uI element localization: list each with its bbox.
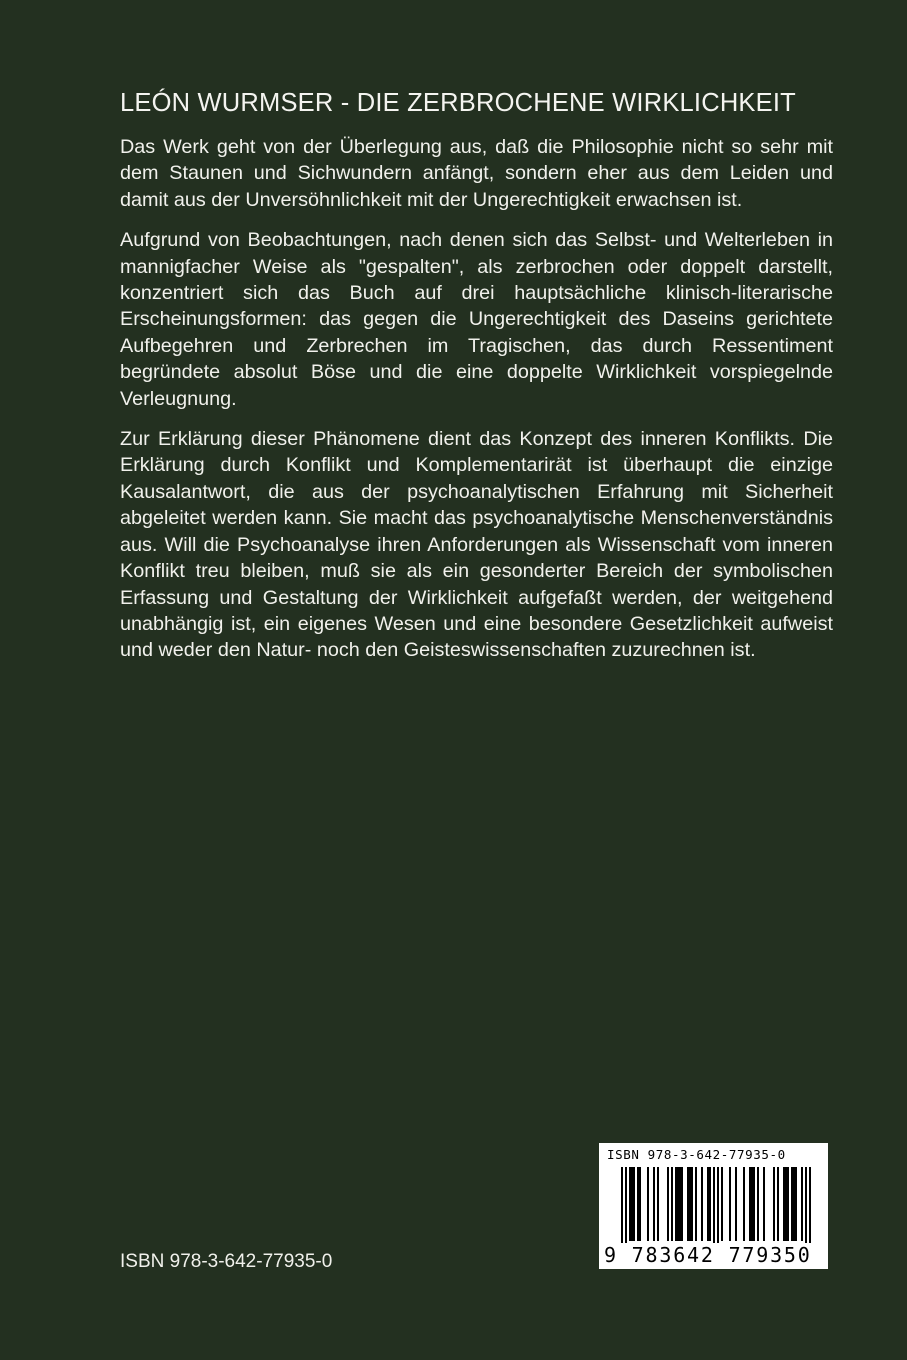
barcode-bar: [681, 1167, 683, 1241]
barcode-bar: [773, 1167, 775, 1241]
barcode-bar: [707, 1167, 709, 1241]
barcode-bar: [753, 1167, 755, 1241]
barcode-bar: [777, 1167, 779, 1241]
barcode-bar: [793, 1167, 795, 1241]
barcode-bar: [667, 1167, 669, 1241]
barcode-bar: [791, 1167, 793, 1241]
barcode-bar: [795, 1167, 797, 1241]
barcode-bar: [631, 1167, 633, 1241]
barcode-bar: [689, 1167, 691, 1241]
barcode-bar: [633, 1167, 635, 1241]
barcode-bar: [621, 1167, 623, 1249]
barcode-bar: [763, 1167, 765, 1241]
barcode-bar: [713, 1167, 715, 1249]
blurb-paragraph-2: Aufgrund von Beobachtungen, nach denen sich das Selbst- und Welterleben in mannigfacher Weise als "gespalten", als zerbrochen oder doppelt darstellt, konzentriert sich das Buch auf drei hauptsächliche klinisch-literarische Erscheinungsformen: das gegen die Ungerechtigkeit des Daseins gerichtete Aufbegehren und Zerbrechen im Tragischen, das durch Ressentiment begründete absolut Böse und die eine doppelte Wirklichkeit vorspiegelnde Verleugnung.: [120, 229, 833, 410]
barcode-bar: [809, 1167, 811, 1249]
barcode-bar: [757, 1167, 759, 1241]
blurb: [120, 134, 833, 678]
barcode-bar: [647, 1167, 649, 1241]
barcode-bar: [657, 1167, 659, 1241]
barcode-bar: [805, 1167, 807, 1249]
barcode-bar: [671, 1167, 673, 1241]
barcode-bar: [679, 1167, 681, 1241]
barcode-bar: [701, 1167, 703, 1241]
barcode-bar: [801, 1167, 803, 1241]
barcode-bar: [743, 1167, 745, 1241]
blurb-paragraph-1: Das Werk geht von der Überlegung aus, daß die Philosophie nicht so sehr mit dem Staunen und Sichwundern anfängt, sondern eher aus dem Leiden und damit aus der Unversöhnlichkeit mit der Ungerechtigkeit erwachsen ist.: [120, 136, 833, 211]
barcode-bar: [735, 1167, 737, 1241]
barcode-bar: [749, 1167, 751, 1241]
barcode-bar: [787, 1167, 789, 1241]
isbn-text: ISBN 978-3-642-77935-0: [120, 1251, 333, 1272]
barcode-bar: [721, 1167, 723, 1241]
barcode-panel: [599, 1143, 828, 1269]
barcode-bar: [637, 1167, 639, 1241]
barcode-digits: 9 783642 779350: [604, 1243, 812, 1267]
barcode-bar: [629, 1167, 631, 1241]
barcode-bar: [625, 1167, 627, 1249]
barcode-bar: [709, 1167, 711, 1241]
barcode-bar: [691, 1167, 693, 1241]
barcode-bar: [751, 1167, 753, 1241]
barcode-bar: [717, 1167, 719, 1249]
barcode-bar: [687, 1167, 689, 1241]
barcode-bar: [677, 1167, 679, 1241]
blurb-paragraph-3: Zur Erklärung dieser Phänomene dient das Konzept des inneren Konflikts. Die Erklärung durch Konflikt und Komplementarirät ist überhaupt die einzige Kausalantwort, die aus der psychoanalytischen Erfahrung mit Sicherheit abgeleitet werden kann. Sie macht das psychoanalytische Menschenverständnis aus. Will die Psychoanalyse ihren Anforderungen als Wissenschaft vom inneren Konflikt treu bleiben, muß sie als ein gesonderter Bereich der symbolischen Erfassung und Gestaltung der Wirklichkeit aufgefaßt werden, der weitgehend unabhängig ist, ein eigenes Wesen und eine besondere Gesetzlichkeit aufweist und weder den Natur- noch den Geisteswissenschaften zuzurechnen ist.: [120, 428, 833, 662]
barcode-bar: [785, 1167, 787, 1241]
book-title: LEÓN WURMSER - DIE ZERBROCHENE WIRKLICHKEIT: [120, 89, 796, 117]
barcode-bar: [639, 1167, 641, 1241]
barcode-bar: [675, 1167, 677, 1241]
barcode-isbn-label: ISBN 978-3-642-77935-0: [607, 1147, 786, 1162]
barcode-bar: [653, 1167, 655, 1241]
barcode-bar: [729, 1167, 731, 1241]
barcode-bar: [695, 1167, 697, 1241]
barcode-bar: [783, 1167, 785, 1241]
